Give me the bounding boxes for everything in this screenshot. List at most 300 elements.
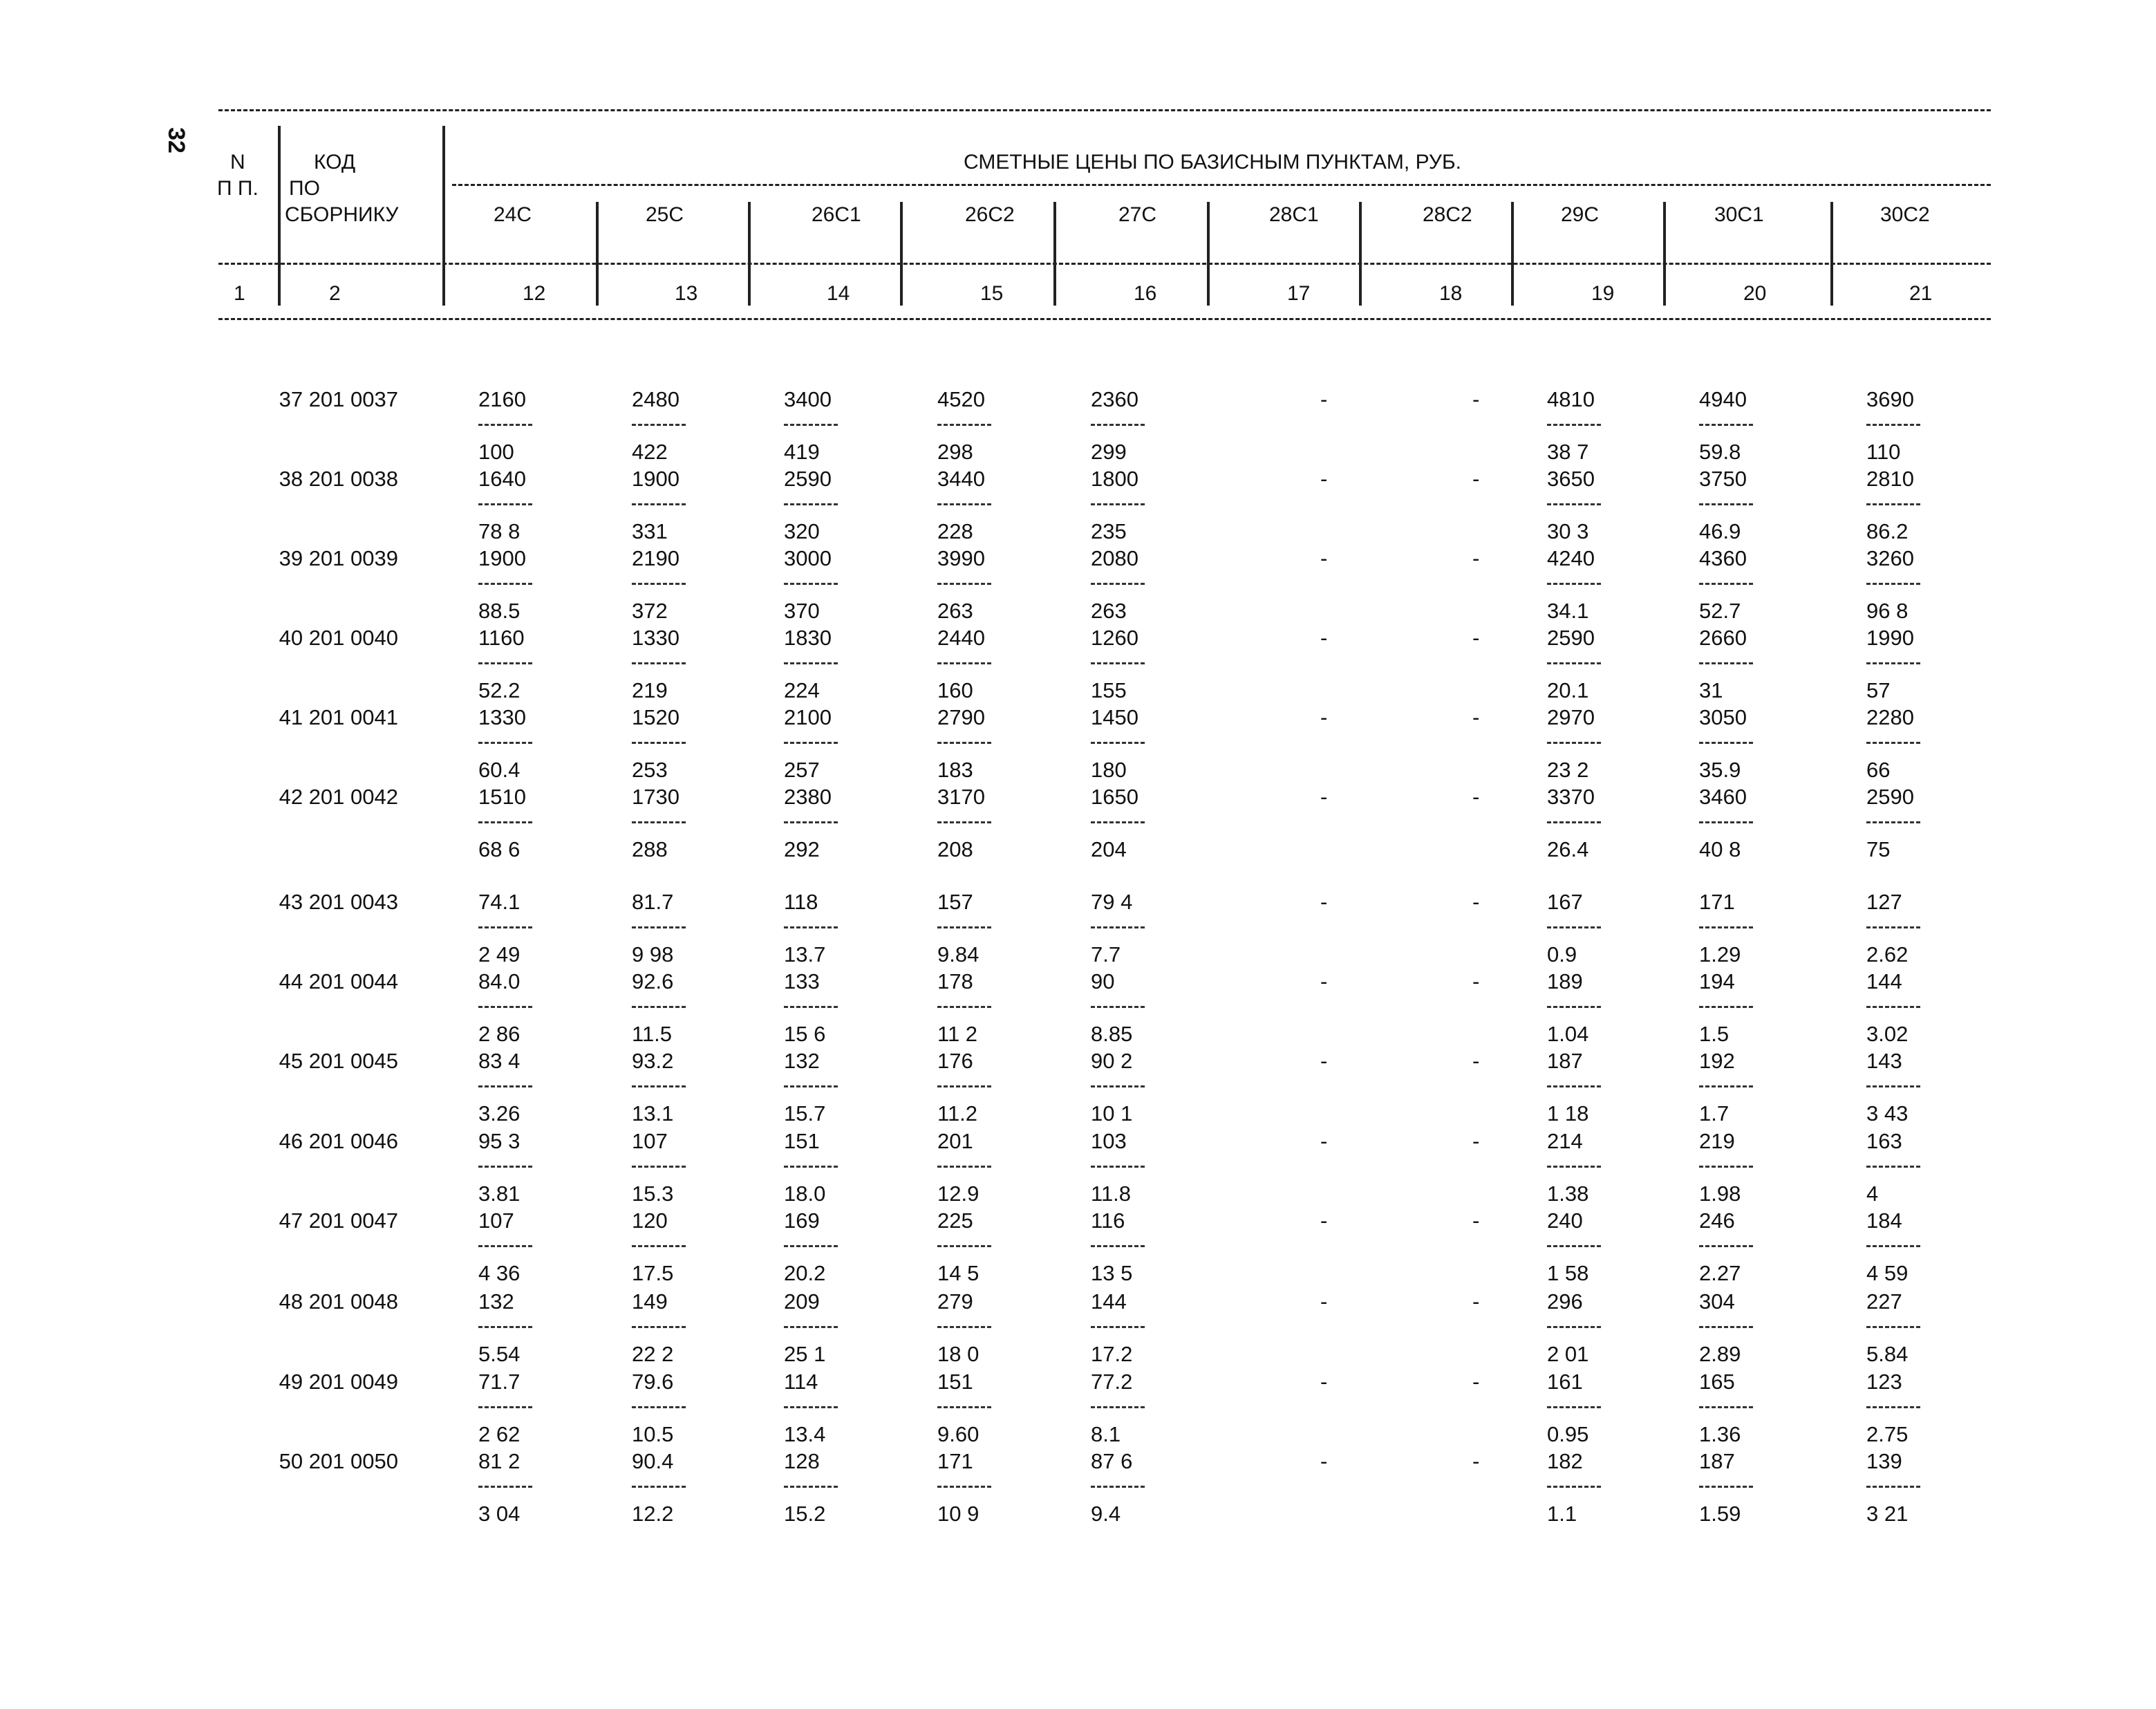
transport-value: 2 86	[478, 1022, 521, 1046]
transport-value: 235	[1091, 519, 1127, 543]
transport-value: 59.8	[1699, 440, 1741, 464]
fraction-line	[1866, 1166, 1920, 1168]
row-code: 49 201 0049	[279, 1370, 398, 1394]
fraction-line	[784, 1406, 838, 1408]
fraction-line	[1866, 1085, 1920, 1087]
transport-value: 9.84	[937, 942, 979, 966]
transport-value: 419	[784, 440, 820, 464]
transport-value: 2.89	[1699, 1342, 1741, 1366]
price-value: 178	[937, 969, 973, 993]
price-value: 133	[784, 969, 820, 993]
fraction-line	[1699, 583, 1753, 585]
header-sborniku: СБОРНИКУ	[285, 203, 399, 226]
price-value: 240	[1547, 1208, 1583, 1233]
no-data-dash: -	[1320, 1049, 1328, 1073]
fraction-line	[1547, 1406, 1601, 1408]
no-data-dash: -	[1320, 1289, 1328, 1314]
transport-value: 26.4	[1547, 837, 1589, 861]
header-col-number: 18	[1439, 282, 1463, 305]
price-value: 2590	[1547, 626, 1595, 650]
fraction-line	[1547, 1085, 1601, 1087]
fraction-line	[1091, 821, 1145, 823]
header-separator	[1359, 202, 1362, 306]
fraction-line	[1547, 583, 1601, 585]
row-code: 47 201 0047	[279, 1208, 398, 1233]
fraction-line	[1866, 1486, 1920, 1488]
price-value: 3750	[1699, 467, 1747, 491]
transport-value: 1.59	[1699, 1502, 1741, 1526]
fraction-line	[632, 1006, 686, 1008]
price-value: 139	[1866, 1449, 1902, 1473]
fraction-line	[1866, 424, 1920, 426]
price-value: 2280	[1866, 705, 1914, 729]
transport-value: 253	[632, 758, 668, 782]
transport-value: 208	[937, 837, 973, 861]
transport-value: 3 43	[1866, 1101, 1909, 1126]
header-kod: КОД	[314, 151, 356, 174]
fraction-line	[1699, 742, 1753, 744]
price-value: 79 4	[1091, 890, 1133, 914]
price-value: 189	[1547, 969, 1583, 993]
transport-value: 13.4	[784, 1422, 826, 1446]
fraction-line	[1091, 1166, 1145, 1168]
price-value: 1730	[632, 785, 679, 809]
transport-value: 298	[937, 440, 973, 464]
fraction-line	[1547, 503, 1601, 505]
fraction-line	[632, 424, 686, 426]
no-data-dash: -	[1472, 1370, 1480, 1394]
fraction-line	[1699, 821, 1753, 823]
price-value: 1640	[478, 467, 526, 491]
fraction-line	[1547, 742, 1601, 744]
transport-value: 13 5	[1091, 1261, 1133, 1285]
fraction-line	[937, 926, 991, 928]
row-code: 46 201 0046	[279, 1129, 398, 1153]
price-value: 163	[1866, 1129, 1902, 1153]
price-value: 1160	[478, 626, 525, 650]
header-col-number: 2	[329, 282, 341, 305]
transport-value: 3.81	[478, 1182, 521, 1206]
price-value: 1330	[478, 705, 526, 729]
transport-value: 22 2	[632, 1342, 674, 1366]
transport-value: 2 49	[478, 942, 521, 966]
transport-value: 96 8	[1866, 599, 1909, 623]
transport-value: 1.1	[1547, 1502, 1577, 1526]
fraction-line	[478, 662, 532, 664]
fraction-line	[1866, 1326, 1920, 1328]
price-value: 214	[1547, 1129, 1583, 1153]
header-separator	[748, 202, 751, 306]
transport-value: 320	[784, 519, 820, 543]
transport-value: 155	[1091, 678, 1127, 702]
transport-value: 10.5	[632, 1422, 674, 1446]
no-data-dash: -	[1320, 705, 1328, 729]
transport-value: 3.26	[478, 1101, 521, 1126]
price-value: 1520	[632, 705, 679, 729]
price-value: 157	[937, 890, 973, 914]
price-value: 2100	[784, 705, 832, 729]
page-number: 32	[162, 127, 189, 153]
header-col-number: 1	[234, 282, 245, 305]
fraction-line	[784, 662, 838, 664]
price-value: 74.1	[478, 890, 521, 914]
fraction-line	[1091, 742, 1145, 744]
price-value: 151	[937, 1370, 973, 1394]
price-value: 187	[1547, 1049, 1583, 1073]
fraction-line	[478, 1486, 532, 1488]
fraction-line	[784, 926, 838, 928]
fraction-line	[937, 1326, 991, 1328]
transport-value: 10 9	[937, 1502, 979, 1526]
price-value: 2790	[937, 705, 985, 729]
transport-value: 9.60	[937, 1422, 979, 1446]
fraction-line	[937, 1006, 991, 1008]
transport-value: 5.84	[1866, 1342, 1909, 1366]
transport-value: 224	[784, 678, 820, 702]
transport-value: 1 18	[1547, 1101, 1589, 1126]
price-value: 3170	[937, 785, 985, 809]
transport-value: 34.1	[1547, 599, 1589, 623]
header-separator	[1511, 202, 1514, 306]
fraction-line	[1091, 926, 1145, 928]
row-code: 50 201 0050	[279, 1449, 398, 1473]
header-point: 26С1	[812, 203, 861, 226]
transport-value: 15 6	[784, 1022, 826, 1046]
transport-value: 2.75	[1866, 1422, 1909, 1446]
transport-value: 31	[1699, 678, 1723, 702]
fraction-line	[937, 742, 991, 744]
price-value: 93.2	[632, 1049, 674, 1073]
header-separator	[1053, 202, 1056, 306]
price-value: 81.7	[632, 890, 674, 914]
fraction-line	[1866, 1006, 1920, 1008]
transport-value: 263	[937, 599, 973, 623]
price-value: 3260	[1866, 546, 1914, 570]
transport-value: 20.2	[784, 1261, 826, 1285]
transport-value: 66	[1866, 758, 1891, 782]
header-bottom-rule	[218, 318, 1991, 320]
fraction-line	[937, 1085, 991, 1087]
header-col-number: 15	[980, 282, 1004, 305]
price-value: 149	[632, 1289, 668, 1314]
transport-value: 10 1	[1091, 1101, 1133, 1126]
price-value: 3650	[1547, 467, 1595, 491]
transport-value: 299	[1091, 440, 1127, 464]
fraction-line	[632, 821, 686, 823]
transport-value: 60.4	[478, 758, 521, 782]
transport-value: 15.3	[632, 1182, 674, 1206]
transport-value: 4 36	[478, 1261, 521, 1285]
price-value: 116	[1091, 1208, 1125, 1233]
price-value: 1990	[1866, 626, 1914, 650]
price-value: 2360	[1091, 387, 1138, 411]
row-code: 45 201 0045	[279, 1049, 398, 1073]
row-code: 37 201 0037	[279, 387, 398, 411]
price-value: 151	[784, 1129, 820, 1153]
group-title-rule	[452, 184, 1991, 186]
price-value: 71.7	[478, 1370, 521, 1394]
price-value: 118	[784, 890, 818, 914]
price-value: 77.2	[1091, 1370, 1133, 1394]
fraction-line	[784, 1006, 838, 1008]
price-value: 95 3	[478, 1129, 521, 1153]
fraction-line	[1547, 1245, 1601, 1247]
no-data-dash: -	[1472, 546, 1480, 570]
price-value: 4360	[1699, 546, 1747, 570]
fraction-line	[1091, 1326, 1145, 1328]
price-value: 1260	[1091, 626, 1138, 650]
transport-value: 3.02	[1866, 1022, 1909, 1046]
price-value: 4520	[937, 387, 985, 411]
transport-value: 18.0	[784, 1182, 826, 1206]
price-value: 3460	[1699, 785, 1747, 809]
transport-value: 180	[1091, 758, 1127, 782]
no-data-dash: -	[1472, 890, 1480, 914]
fraction-line	[478, 1085, 532, 1087]
no-data-dash: -	[1320, 546, 1328, 570]
price-value: 144	[1866, 969, 1902, 993]
transport-value: 86.2	[1866, 519, 1909, 543]
price-value: 169	[784, 1208, 820, 1233]
fraction-line	[1547, 424, 1601, 426]
header-col-number: 17	[1287, 282, 1311, 305]
price-value: 187	[1699, 1449, 1735, 1473]
transport-value: 88.5	[478, 599, 521, 623]
fraction-line	[1091, 503, 1145, 505]
fraction-line	[1866, 742, 1920, 744]
fraction-line	[937, 1166, 991, 1168]
fraction-line	[1547, 1006, 1601, 1008]
transport-value: 13.7	[784, 942, 826, 966]
transport-value: 331	[632, 519, 668, 543]
fraction-line	[937, 583, 991, 585]
price-value: 3050	[1699, 705, 1747, 729]
price-value: 2160	[478, 387, 526, 411]
fraction-line	[1866, 1245, 1920, 1247]
price-value: 144	[1091, 1289, 1127, 1314]
price-value: 2810	[1866, 467, 1914, 491]
price-value: 87 6	[1091, 1449, 1133, 1473]
transport-value: 160	[937, 678, 973, 702]
price-value: 167	[1547, 890, 1583, 914]
transport-value: 57	[1866, 678, 1891, 702]
price-value: 3000	[784, 546, 832, 570]
no-data-dash: -	[1320, 467, 1328, 491]
fraction-line	[937, 1406, 991, 1408]
fraction-line	[1091, 583, 1145, 585]
fraction-line	[478, 821, 532, 823]
fraction-line	[1866, 662, 1920, 664]
fraction-line	[478, 1006, 532, 1008]
transport-value: 35.9	[1699, 758, 1741, 782]
price-value: 201	[937, 1129, 973, 1153]
price-value: 1800	[1091, 467, 1138, 491]
header-col-number: 16	[1134, 282, 1157, 305]
row-code: 41 201 0041	[279, 705, 398, 729]
fraction-line	[937, 821, 991, 823]
header-col-number: 14	[827, 282, 850, 305]
price-value: 132	[784, 1049, 820, 1073]
price-value: 3440	[937, 467, 985, 491]
transport-value: 8.1	[1091, 1422, 1121, 1446]
fraction-line	[1866, 926, 1920, 928]
price-value: 194	[1699, 969, 1735, 993]
fraction-line	[1699, 1486, 1753, 1488]
transport-value: 14 5	[937, 1261, 979, 1285]
fraction-line	[632, 1166, 686, 1168]
transport-value: 219	[632, 678, 668, 702]
header-n: N	[230, 151, 245, 174]
price-value: 103	[1091, 1129, 1127, 1153]
price-value: 127	[1866, 890, 1902, 914]
header-separator	[1830, 202, 1833, 306]
fraction-line	[632, 1085, 686, 1087]
fraction-line	[1699, 926, 1753, 928]
no-data-dash: -	[1320, 626, 1328, 650]
transport-value: 0.95	[1547, 1422, 1589, 1446]
transport-value: 68 6	[478, 837, 521, 861]
transport-value: 2.27	[1699, 1261, 1741, 1285]
transport-value: 2 62	[478, 1422, 521, 1446]
header-col-number: 19	[1591, 282, 1615, 305]
transport-value: 204	[1091, 837, 1127, 861]
price-value: 165	[1699, 1370, 1735, 1394]
transport-value: 422	[632, 440, 668, 464]
price-value: 1510	[478, 785, 526, 809]
no-data-dash: -	[1472, 387, 1480, 411]
transport-value: 3 04	[478, 1502, 521, 1526]
header-po: ПО	[289, 177, 320, 200]
fraction-line	[1699, 1326, 1753, 1328]
transport-value: 12.2	[632, 1502, 674, 1526]
transport-value: 11.2	[937, 1101, 978, 1126]
transport-value: 23 2	[1547, 758, 1589, 782]
price-value: 1330	[632, 626, 679, 650]
no-data-dash: -	[1472, 1049, 1480, 1073]
fraction-line	[632, 1406, 686, 1408]
fraction-line	[1699, 503, 1753, 505]
price-value: 107	[632, 1129, 668, 1153]
price-value: 92.6	[632, 969, 674, 993]
fraction-line	[478, 1166, 532, 1168]
transport-value: 38 7	[1547, 440, 1589, 464]
price-value: 4940	[1699, 387, 1747, 411]
transport-value: 2 01	[1547, 1342, 1589, 1366]
fraction-line	[1547, 1326, 1601, 1328]
row-code: 42 201 0042	[279, 785, 398, 809]
fraction-line	[1866, 583, 1920, 585]
no-data-dash: -	[1320, 969, 1328, 993]
fraction-line	[1547, 662, 1601, 664]
transport-value: 17.2	[1091, 1342, 1133, 1366]
no-data-dash: -	[1320, 785, 1328, 809]
fraction-line	[1091, 424, 1145, 426]
transport-value: 25 1	[784, 1342, 826, 1366]
fraction-line	[1699, 662, 1753, 664]
fraction-line	[478, 1406, 532, 1408]
transport-value: 370	[784, 599, 820, 623]
transport-value: 1.29	[1699, 942, 1741, 966]
transport-value: 100	[478, 440, 514, 464]
no-data-dash: -	[1320, 1129, 1328, 1153]
transport-value: 78 8	[478, 519, 521, 543]
no-data-dash: -	[1472, 1449, 1480, 1473]
fraction-line	[632, 1326, 686, 1328]
header-point: 27С	[1118, 203, 1157, 226]
no-data-dash: -	[1472, 1129, 1480, 1153]
fraction-line	[478, 1326, 532, 1328]
row-code: 44 201 0044	[279, 969, 398, 993]
fraction-line	[784, 1486, 838, 1488]
header-separator	[900, 202, 903, 306]
price-value: 192	[1699, 1049, 1735, 1073]
price-value: 107	[478, 1208, 514, 1233]
fraction-line	[632, 926, 686, 928]
fraction-line	[478, 583, 532, 585]
no-data-dash: -	[1320, 1370, 1328, 1394]
header-pp: П П.	[217, 177, 259, 200]
fraction-line	[1547, 1166, 1601, 1168]
header-separator	[596, 202, 599, 306]
fraction-line	[784, 1245, 838, 1247]
price-value: 132	[478, 1289, 514, 1314]
fraction-line	[937, 503, 991, 505]
fraction-line	[478, 424, 532, 426]
transport-value: 75	[1866, 837, 1891, 861]
transport-value: 228	[937, 519, 973, 543]
transport-value: 4	[1866, 1182, 1879, 1206]
fraction-line	[784, 583, 838, 585]
transport-value: 292	[784, 837, 820, 861]
fraction-line	[632, 742, 686, 744]
header-point: 28С1	[1269, 203, 1319, 226]
price-value: 123	[1866, 1370, 1902, 1394]
row-code: 43 201 0043	[279, 890, 398, 914]
header-col-number: 12	[523, 282, 546, 305]
price-value: 246	[1699, 1208, 1735, 1233]
no-data-dash: -	[1320, 387, 1328, 411]
transport-value: 3 21	[1866, 1502, 1909, 1526]
transport-value: 46.9	[1699, 519, 1741, 543]
price-value: 176	[937, 1049, 973, 1073]
price-value: 182	[1547, 1449, 1583, 1473]
price-value: 79.6	[632, 1370, 674, 1394]
fraction-line	[1091, 1245, 1145, 1247]
fraction-line	[1699, 1406, 1753, 1408]
transport-value: 372	[632, 599, 668, 623]
fraction-line	[784, 1085, 838, 1087]
fraction-line	[1699, 424, 1753, 426]
transport-value: 7.7	[1091, 942, 1121, 966]
transport-value: 18 0	[937, 1342, 979, 1366]
transport-value: 5.54	[478, 1342, 521, 1366]
price-value: 2590	[1866, 785, 1914, 809]
price-value: 171	[937, 1449, 973, 1473]
transport-value: 288	[632, 837, 668, 861]
price-value: 2080	[1091, 546, 1138, 570]
fraction-line	[478, 1245, 532, 1247]
fraction-line	[1866, 503, 1920, 505]
transport-value: 40 8	[1699, 837, 1741, 861]
fraction-line	[1091, 1085, 1145, 1087]
header-separator	[1207, 202, 1210, 306]
transport-value: 110	[1866, 440, 1901, 464]
price-value: 209	[784, 1289, 820, 1314]
header-point: 26С2	[965, 203, 1015, 226]
transport-value: 1.5	[1699, 1022, 1730, 1046]
fraction-line	[937, 424, 991, 426]
header-col-number: 20	[1743, 282, 1767, 305]
